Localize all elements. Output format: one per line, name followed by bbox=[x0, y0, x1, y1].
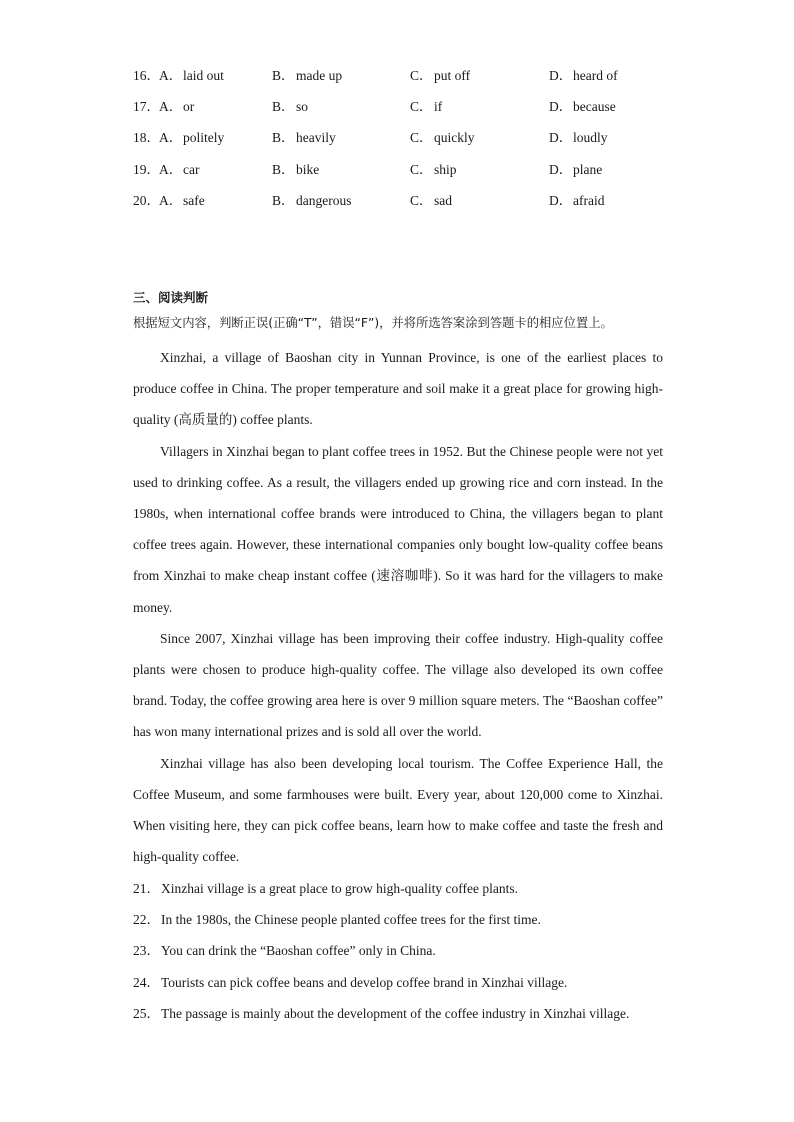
option-d: D．afraid bbox=[549, 192, 605, 208]
passage-paragraph: Xinzhai, a village of Baoshan city in Yunnan Province, is one of the earliest places to produce coffee in China. The proper temperature and soil make it a great place for growing high-quality (高质量的) coffee plants. bbox=[133, 350, 663, 428]
question-number: 23． bbox=[133, 943, 160, 959]
question-number: 17． bbox=[133, 99, 160, 115]
option-c: C．quickly bbox=[410, 130, 475, 146]
option-row bbox=[133, 93, 693, 124]
section-title: 三、阅读判断 bbox=[133, 290, 209, 305]
option-d: D．loudly bbox=[549, 130, 608, 146]
question-item bbox=[133, 935, 673, 966]
question-number: 18． bbox=[133, 130, 160, 146]
option-row bbox=[133, 124, 693, 155]
question-number: 16． bbox=[133, 68, 160, 83]
passage-paragraph: Xinzhai village has also been developing local tourism. The Coffee Experience Hall, the Coffee Museum, and some farmhouses were built. Every year, about 120,000 come to Xinzhai. When visiting here, they can pick coffee beans, learn how to make coffee and taste the fresh and high-quality coffee. bbox=[133, 755, 663, 865]
option-a: A．or bbox=[159, 99, 195, 115]
option-row bbox=[133, 62, 693, 93]
section-instructions: 根据短文内容，判断正误(正确“T”，错误“F”)，并将所选答案涂到答题卡的相应位置上。 bbox=[133, 316, 613, 330]
option-b: B．made up bbox=[272, 68, 343, 83]
option-a: A．car bbox=[159, 161, 200, 177]
question-text: The passage is mainly about the development of the coffee industry in Xinzhai village. bbox=[161, 1005, 630, 1021]
question-number: 21． bbox=[133, 881, 160, 896]
option-c: C．put off bbox=[410, 68, 471, 83]
passage-paragraph: Villagers in Xinzhai began to plant coffee trees in 1952. But the Chinese people were not yet used to drinking coffee. As a result, the villagers ended up growing rice and corn instead. In the 1980s, when international coffee brands were introduced to China, the villagers began to plant coffee trees again. However, these international companies only bought low-quality coffee beans from Xinzhai to make cheap instant coffee (速溶咖啡). So it was hard for the villagers to make money. bbox=[133, 443, 663, 615]
question-number: 19． bbox=[133, 161, 160, 177]
question-text: Xinzhai village is a great place to grow high-quality coffee plants. bbox=[161, 881, 519, 896]
option-b: B．bike bbox=[272, 161, 320, 177]
question-item bbox=[133, 967, 673, 998]
option-d: D．because bbox=[549, 99, 616, 115]
option-b: B．heavily bbox=[272, 130, 336, 146]
judgement-questions bbox=[133, 873, 673, 1029]
question-item bbox=[133, 873, 673, 904]
question-number: 22． bbox=[133, 912, 160, 928]
option-row bbox=[133, 156, 693, 187]
question-text: In the 1980s, the Chinese people planted coffee trees for the first time. bbox=[161, 912, 541, 928]
question-number: 25． bbox=[133, 1005, 160, 1021]
option-c: C．if bbox=[410, 99, 443, 115]
option-a: A．laid out bbox=[159, 68, 224, 83]
option-b: B．so bbox=[272, 99, 309, 115]
question-text: Tourists can pick coffee beans and develop coffee brand in Xinzhai village. bbox=[161, 974, 568, 990]
option-a: A．politely bbox=[159, 130, 225, 146]
question-item bbox=[133, 904, 673, 935]
question-number: 24． bbox=[133, 974, 160, 990]
option-d: D．plane bbox=[549, 161, 603, 177]
option-d: D．heard of bbox=[549, 68, 618, 83]
option-c: C．ship bbox=[410, 161, 457, 177]
question-number: 20． bbox=[133, 192, 160, 208]
option-b: B．dangerous bbox=[272, 192, 352, 208]
reading-passage bbox=[133, 342, 663, 872]
passage-paragraph: Since 2007, Xinzhai village has been improving their coffee industry. High-quality coffee plants were chosen to produce high-quality coffee. The village also developed its own coffee brand. Today, the coffee growing area here is over 9 million square meters. The “Baoshan coffee” has won many international prizes and is sold all over the world. bbox=[133, 630, 663, 740]
option-c: C．sad bbox=[410, 192, 452, 208]
options-table bbox=[133, 62, 693, 218]
question-text: You can drink the “Baoshan coffee” only in China. bbox=[161, 943, 436, 959]
option-a: A．safe bbox=[159, 192, 205, 208]
option-row bbox=[133, 187, 693, 218]
question-item bbox=[133, 998, 673, 1029]
